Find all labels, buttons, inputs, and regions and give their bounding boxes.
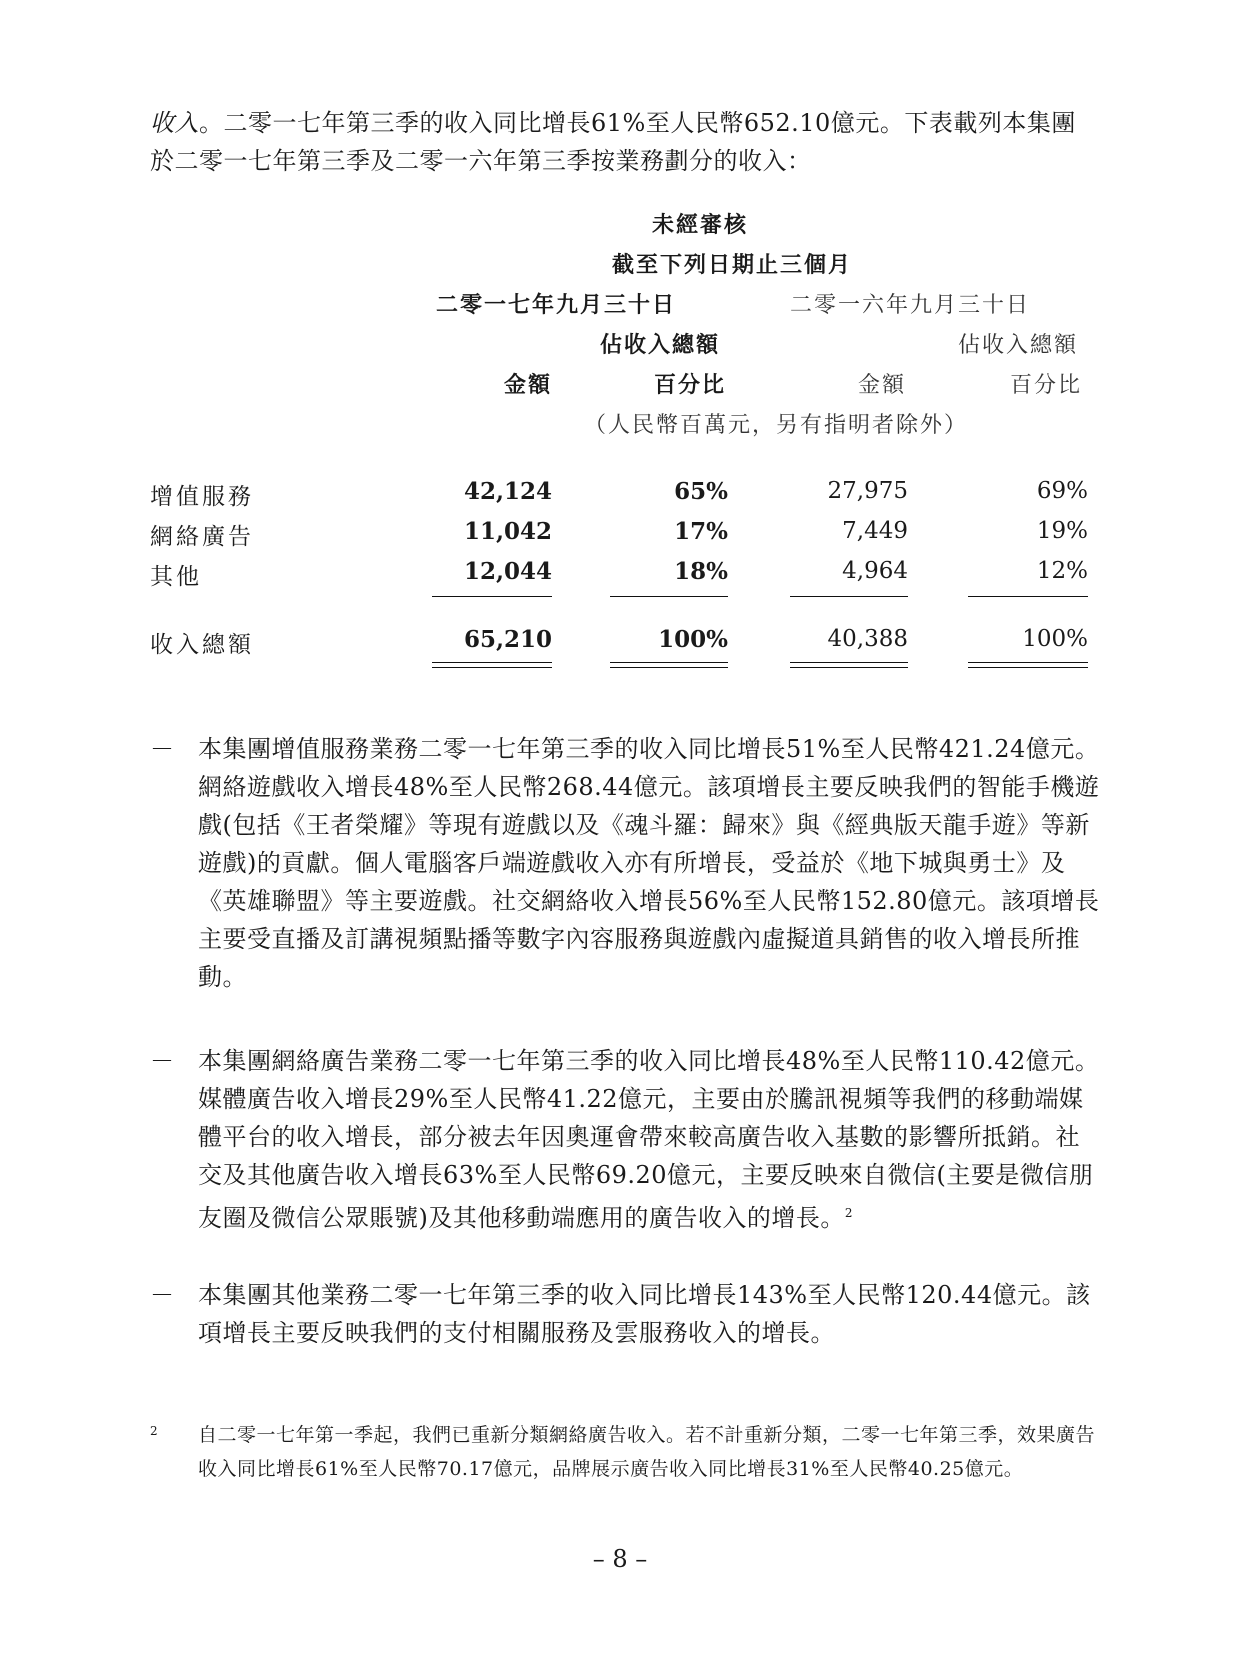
cell-total-pct-2016: 100% <box>1022 626 1088 652</box>
row-label-total: 收入總額 <box>150 632 254 658</box>
table-header-unaudited: 未經審核 <box>652 213 749 238</box>
intro-paragraph <box>150 104 1098 180</box>
bullet-dash: － <box>150 1281 175 1309</box>
cell-vas-amount-2016: 27,975 <box>827 478 908 504</box>
footnote <box>150 1418 1100 1486</box>
table-col-pct-2016: 百分比 <box>1010 373 1083 398</box>
cell-vas-amount-2017: 42,124 <box>463 478 552 505</box>
row-label-online-ads: 網絡廣告 <box>150 524 254 550</box>
table-header-2016-pct-of-total: 佔收入總額 <box>958 333 1079 358</box>
bullet-dash: － <box>150 735 175 763</box>
table-header-2017-pct-of-total: 佔收入總額 <box>600 333 721 358</box>
intro-text: 。二零一七年第三季的收入同比增長61%至人民幣652.10億元。下表載列本集團於二零一七年第三季及二零一六年第三季按業務劃分的收入： <box>150 109 1076 175</box>
bullet-text: 本集團增值服務業務二零一七年第三季的收入同比增長51%至人民幣421.24億元。網絡遊戲收入增長48%至人民幣268.44億元。該項增長主要反映我們的智能手機遊戲(包括《王者榮耀》等現有遊戲以及《魂斗羅：歸來》與《經典版天龍手遊》等新遊戲)的貢獻。個人電腦客戶端遊戲收入亦有所增長，受益於《地下城與勇士》及《英雄聯盟》等主要遊戲。社交網絡收入增長56%至人民幣152.80億元。該項增長主要受直播及訂講視頻點播等數字內容服務與遊戲內虛擬道具銷售的收入增長所推動。 <box>198 735 1100 991</box>
cell-total-amount-2016: 40,388 <box>827 626 908 652</box>
intro-italic-term: 收入 <box>150 109 199 137</box>
footnote-reference[interactable]: 2 <box>844 1206 854 1220</box>
table-header-2016-date: 二零一六年九月三十日 <box>790 293 1031 318</box>
cell-others-amount-2016: 4,964 <box>842 558 908 584</box>
cell-total-amount-2017: 65,210 <box>463 626 552 653</box>
table-header-2017-date: 二零一七年九月三十日 <box>436 293 677 318</box>
footnote-mark: 2 <box>150 1424 159 1438</box>
subtotal-rule-amount-2017 <box>432 596 552 597</box>
table-header-period: 截至下列日期止三個月 <box>612 253 853 278</box>
cell-others-pct-2016: 12% <box>1036 558 1088 584</box>
total-double-rule-pct-2017 <box>610 662 728 668</box>
cell-others-pct-2017: 18% <box>674 558 728 585</box>
cell-total-pct-2017: 100% <box>658 626 728 653</box>
subtotal-rule-pct-2016 <box>968 596 1088 597</box>
footnote-text: 自二零一七年第一季起，我們已重新分類網絡廣告收入。若不計重新分類，二零一七年第三季，效果廣告收入同比增長61%至人民幣70.17億元，品牌展示廣告收入同比增長31%至人民幣40.25億元。 <box>198 1424 1096 1480</box>
bullet-text: 本集團其他業務二零一七年第三季的收入同比增長143%至人民幣120.44億元。該項增長主要反映我們的支付相關服務及雲服務收入的增長。 <box>198 1281 1091 1347</box>
table-col-pct-2017: 百分比 <box>654 373 727 398</box>
total-double-rule-amount-2016 <box>790 662 908 668</box>
subtotal-rule-amount-2016 <box>790 596 908 597</box>
table-unit-note: （人民幣百萬元，另有指明者除外） <box>584 413 969 438</box>
cell-vas-pct-2016: 69% <box>1036 478 1088 504</box>
bullet-text: 本集團網絡廣告業務二零一七年第三季的收入同比增長48%至人民幣110.42億元。媒體廣告收入增長29%至人民幣41.22億元，主要由於騰訊視頻等我們的移動端媒體平台的收入增長，部分被去年因奧運會帶來較高廣告收入基數的影響所抵銷。社交及其他廣告收入增長63%至人民幣69.20億元，主要反映來自微信(主要是微信朋友圈及微信公眾賬號)及其他移動端應用的廣告收入的增長。 <box>198 1047 1100 1232</box>
bullet-dash: － <box>150 1047 175 1075</box>
cell-ads-amount-2016: 7,449 <box>842 518 908 544</box>
page-number: – 8 – <box>592 1545 648 1573</box>
table-col-amount-2017: 金額 <box>504 373 553 398</box>
total-double-rule-amount-2017 <box>432 662 552 668</box>
cell-others-amount-2017: 12,044 <box>463 558 552 585</box>
cell-vas-pct-2017: 65% <box>674 478 728 505</box>
total-double-rule-pct-2016 <box>968 662 1088 668</box>
table-col-amount-2016: 金額 <box>858 373 907 398</box>
cell-ads-pct-2017: 17% <box>674 518 728 545</box>
bullet-others <box>150 1276 1100 1352</box>
bullet-vas <box>150 730 1100 996</box>
bullet-text-wrapper <box>198 1042 1100 1237</box>
cell-ads-amount-2017: 11,042 <box>463 518 552 545</box>
subtotal-rule-pct-2017 <box>610 596 728 597</box>
cell-ads-pct-2016: 19% <box>1036 518 1088 544</box>
row-label-others: 其他 <box>150 564 202 590</box>
bullet-online-ads <box>150 1042 1100 1237</box>
row-label-vas: 增值服務 <box>150 484 254 510</box>
